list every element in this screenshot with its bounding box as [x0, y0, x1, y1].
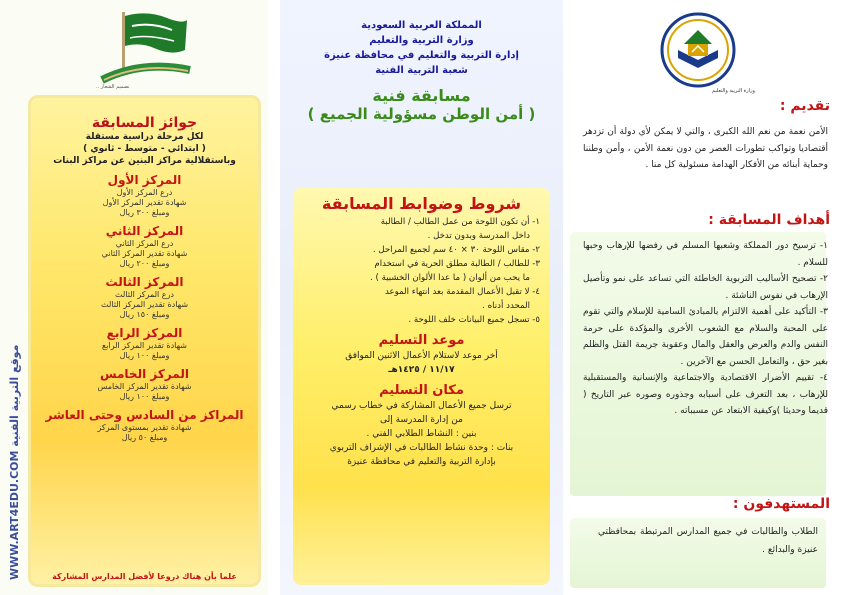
delivery-place-line: من إدارة المدرسة إلى: [380, 415, 463, 425]
intro-panel: [570, 0, 842, 595]
rank-3: [28, 275, 261, 320]
rules-list: [293, 215, 550, 327]
rule-line: داخل المدرسة وبدون تدخل .: [427, 231, 530, 241]
rank-detail: ومبلغ ٥٠ ريال: [121, 433, 168, 442]
rank-title: المركز الثالث: [105, 275, 184, 289]
rank-title: المركز الرابع: [106, 326, 183, 340]
goal-item: ٢- تصحيح الأساليب التربوية الخاطئة التي تساعد على نمو وتأصيل الإرهاب في نفوس الناشئة .: [583, 274, 828, 301]
flag-logo: [92, 8, 192, 88]
rule-line: ٤- لا تقبل الأعمال المقدمة بعد انتهاء الموعد: [385, 287, 540, 297]
rank-title: المركز الثاني: [105, 224, 184, 238]
delivery-place-line: بنين : النشاط الطلابي الفني .: [366, 429, 477, 439]
rules-panel: [280, 0, 563, 595]
rank-detail: ومبلغ ٣٠٠ ريال: [119, 208, 170, 217]
rank-detail: درع المركز الثالث: [114, 290, 174, 299]
ministry-logo: [658, 10, 738, 90]
prizes-title: جوائز المسابقة: [91, 115, 198, 131]
rank-detail: ومبلغ ١٠٠ ريال: [119, 392, 170, 401]
delivery-place-line: ترسل جميع الأعمال المشاركة في خطاب رسمي: [331, 401, 512, 411]
header-line: وزارة التربية والتعليم: [369, 35, 474, 46]
intro-text: الأمن نعمة من نعم الله الكبرى ، والتي لا يمكن لأي دولة أن تزدهر أقتصاديا وتواكب تطورات العصر من دون نعمة الأمن ، وأمن وطننا وحماية أبنائه من الأفكار الهدامة مسئولية كل منا .: [583, 127, 828, 170]
logo-caption: وزارة التربية والتعليم: [712, 88, 755, 94]
prizes-box: [28, 95, 261, 587]
rule-line: ٣- للطالب / الطالبة مطلق الحرية في استخدام: [374, 259, 540, 269]
goal-item: ٤- تقييم الأضرار الاقتصادية والاجتماعية والإنسانية والمستقبلية للإرهاب ، بعد التعرف على أسبابه وجذوره وصوره عبر التاريخ ( قديما وحديثا )وكيفية الابتعاد عن مسبباته .: [583, 373, 828, 416]
rank-6-10: [28, 408, 261, 443]
design-credit: تصميم الشعار ..: [96, 84, 130, 90]
intro-title: تقديم :: [779, 98, 830, 114]
goals-title: أهداف المسابقة :: [708, 212, 830, 228]
rule-line: ما يحب من ألوان ( ما عدا الألوان الخشبية ) .: [370, 273, 530, 283]
prizes-panel: [0, 0, 268, 595]
ministry-header: [280, 18, 563, 78]
rules-box: [293, 188, 550, 585]
delivery-date-title: موعد التسليم: [378, 333, 465, 348]
rank-detail: درع المركز الثاني: [115, 239, 174, 248]
prizes-sub-3: وباستقلالية مراكز البنين عن مراكز البنات: [53, 156, 236, 166]
rank-detail: شهادة تقدير المركز الثالث: [100, 300, 189, 309]
rule-line: المحدد أدناه .: [482, 301, 530, 311]
rank-detail: درع المركز الأول: [116, 188, 173, 197]
prizes-sub-1: لكل مرحلة دراسية مستقلة: [85, 132, 204, 142]
rank-5: [28, 367, 261, 402]
delivery-date-text: أخر موعد لاستلام الأعمال الاثنين الموافق: [345, 351, 498, 361]
rank-detail: شهادة تقدير بمستوى المركز: [97, 423, 192, 432]
rank-detail: شهادة تقدير المركز الرابع: [101, 341, 188, 350]
rank-title: المركز الأول: [107, 173, 182, 187]
rank-1: [28, 173, 261, 218]
competition-title: مسابقة فنية: [372, 86, 471, 105]
header-line: المملكة العربية السعودية: [361, 20, 482, 31]
rule-line: ٢- مقاس اللوحة ٣٠ × ٤٠ سم لجميع المراحل .: [372, 245, 540, 255]
rank-4: [28, 326, 261, 361]
header-line: شعبة التربية الفنية: [375, 65, 468, 76]
delivery-place-line: بنات : وحدة نشاط الطالبات في الإشراف التربوي: [329, 443, 514, 453]
delivery-place-line: بإدارة التربية والتعليم في محافظة عنيزة: [347, 457, 496, 467]
rank-title: المركز الخامس: [100, 367, 189, 381]
rank-detail: ومبلغ ١٠٠ ريال: [119, 351, 170, 360]
competition-slogan: ( أمن الوطن مسؤولية الجميع ): [307, 105, 536, 123]
rank-title: المراكز من السادس وحتى العاشر: [45, 408, 244, 422]
rank-detail: شهادة تقدير المركز الخامس: [97, 382, 192, 391]
rank-detail: ومبلغ ٢٠٠ ريال: [119, 259, 170, 268]
prizes-sub-2: ( ابتدائي - متوسط - ثانوي ): [83, 144, 206, 154]
goal-item: ١- ترسيخ دور المملكة وشعبها المسلم في رفضها للإرهاب وحبها للسلام .: [583, 241, 828, 268]
delivery-date-value: ١١/١٧ / ١٤٢٥هـ: [388, 365, 455, 375]
header-line: إدارة التربية والتعليم في محافظة عنيزة: [324, 50, 519, 61]
prizes-footer: علما بأن هناك دروعا لأفضل المدارس المشاركة: [52, 572, 237, 581]
website-vertical-text: [2, 100, 28, 580]
rank-detail: شهادة تقدير المركز الثاني: [101, 249, 188, 258]
rule-line: ١- أن تكون اللوحة من عمل الطالب / الطالبة: [380, 217, 540, 227]
rank-detail: شهادة تقدير المركز الأول: [102, 198, 187, 207]
rank-detail: ومبلغ ١٥٠ ريال: [119, 310, 170, 319]
rule-line: ٥- تسجل جميع البيانات خلف اللوحة .: [408, 315, 540, 325]
rank-2: [28, 224, 261, 269]
target-text: الطلاب والطالبات في جميع المدارس المرتبطة بمحافظتي عنيزة والبدائع .: [598, 527, 818, 555]
rules-title: شروط وضوابط المسابقة: [321, 194, 522, 213]
target-title: المستهدفون :: [732, 496, 830, 512]
goal-item: ٣- التأكيد على أهمية الالتزام بالمبادئ السامية للإسلام والتي تقوم على المحبة والسلام مع الشعوب الأخرى والمؤكدة على حرمة النفس والدم والعرض والعقل والمال وعقوبة جريمة القتل والظلم بغير حق ، والتعامل الحسن مع الآخرين .: [583, 307, 828, 367]
goals-list: [583, 238, 828, 420]
website-url: WWW.ART4EDU.COM موقع التربية الفنية: [8, 344, 21, 580]
delivery-place-title: مكان التسليم: [379, 383, 464, 398]
